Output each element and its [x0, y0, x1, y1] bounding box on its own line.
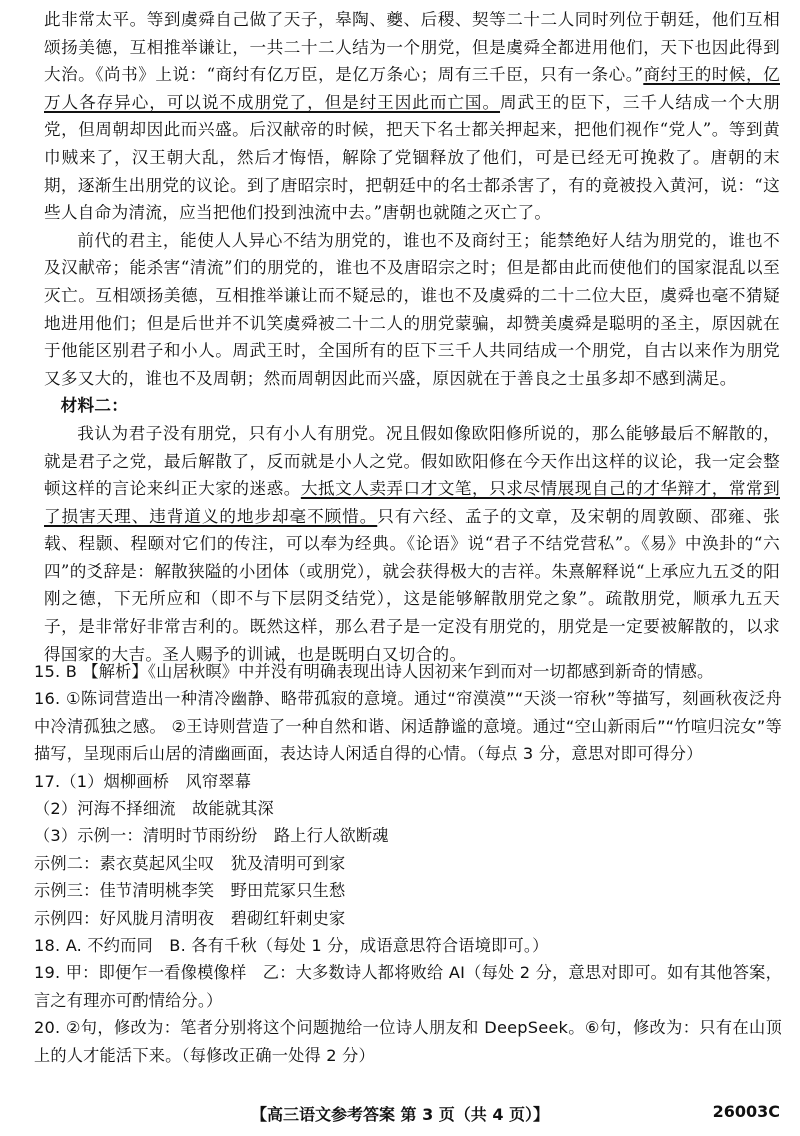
answer-key — [34, 658, 782, 1069]
underlined-sentence: 商纣王的时候，亿万人各存异心，可以说不成朋党了，但是纣王因此而亡国。 — [44, 65, 780, 112]
passage-text: 只有六经、孟子的文章，及宋朝的周敦颐、邵雍、张载、程颢、程颐对它们的传注，可以奉为经典。《论语》说“君子不结党营私”。《易》中涣卦的“六四”的爻辞是：解散狭隘的小团体（或朋党），就会获得极大的吉祥。朱熹解释说“上承应九五爻的阳刚之德，下无所应和（即不与下层阴爻结党），这是能够解散朋党之象”。疏散朋党，顺承九五天子，是非常好非常吉利的。既然这样，那么君子是一定没有朋党的，朋党是一定要被解散的，以求得国家的大吉。圣人赐予的训诫，也是既明白又切合的。 — [44, 506, 780, 664]
passage-paragraph-1 — [44, 6, 780, 227]
passage-text: 我认为君子没有朋党，只有小人有朋党。况且假如像欧阳修所说的，那么能够最后不解散的，就是君子之党，最后解散了，反而就是小人之党。假如欧阳修在今天作出这样的议论，我一定会整顿这样的言论来纠正大家的迷惑。 — [44, 423, 780, 499]
answer-20: 20. ②句，修改为：笔者分别将这个问题抛给一位诗人朋友和 DeepSeek。⑥句，修改为：只有在山顶上的人才能活下来。（每修改正确一处得 2 分） — [34, 1018, 782, 1065]
answer-17-2: （2）河海不择细流 故能就其深 — [34, 799, 274, 819]
page-footer — [0, 1098, 800, 1126]
answer-17-example-2: 示例二：素衣莫起风尘叹 犹及清明可到家 — [34, 853, 346, 873]
answer-17-example-3: 示例三：佳节清明桃李笑 野田荒冢只生愁 — [34, 881, 346, 901]
translation-passage — [44, 6, 780, 668]
passage-paragraph-3 — [44, 420, 780, 668]
page-number-label: 【高三语文参考答案 第 3 页（共 4 页）】 — [250, 1105, 550, 1124]
passage-text: 此非常太平。等到虞舜自己做了天子，皋陶、夔、后稷、契等二十二人同时列位于朝廷，他们互相颂扬美德，互相推举谦让，一共二十二人结为一个朋党，但是虞舜全都进用他们，天下也因此得到大治。《尚书》上说：“商纣有亿万臣，是亿万条心；周有三千臣，只有一条心。” — [44, 10, 780, 85]
answer-17-3: （3）示例一：清明时节雨纷纷 路上行人欲断魂 — [34, 826, 389, 846]
document-code: 26003C — [712, 1102, 780, 1121]
answer-19: 19. 甲：即便乍一看像模像样 乙：大多数诗人都将败给 AI（每处 2 分，意思对即可。如有其他答案，言之有理亦可酌情给分。） — [34, 963, 782, 1010]
passage-text: 周武王的臣下，三千人结成一个大朋党，但周朝却因此而兴盛。后汉献帝的时候，把天下名士都关押起来，把他们视作“党人”。等到黄巾贼来了，汉王朝大乱，然后才悔悟，解除了党锢释放了他们，可是已经无可挽救了。唐朝的末期，逐渐生出朋党的议论。到了唐昭宗时，把朝廷中的名士都杀害了，有的竟被投入黄河，说：“这些人自命为清流，应当把他们投到浊流中去。”唐朝也就随之灭亡了。 — [44, 92, 780, 223]
passage-paragraph-2: 前代的君主，能使人人异心不结为朋党的，谁也不及商纣王；能禁绝好人结为朋党的，谁也不及汉献帝；能杀害“清流”们的朋党的，谁也不及唐昭宗之时；但是都由此而使他们的国家混乱以至灭亡。互相颂扬美德，互相推举谦让而不疑忌的，谁也不及虞舜的二十二位大臣，虞舜也毫不猜疑地进用他们；但是后世并不讥笑虞舜被二十二人的朋党蒙骗，却赞美虞舜是聪明的圣主，原因就在于他能区别君子和小人。周武王时，全国所有的臣下三千人共同结成一个朋党，自古以来作为朋党又多又大的，谁也不及周朝；然而周朝因此而兴盛，原因就在于善良之士虽多却不感到满足。 — [44, 230, 780, 388]
answer-15: 15. B 【解析】《山居秋暝》中并没有明确表现出诗人因初来乍到而对一切都感到新奇的情感。 — [34, 662, 714, 681]
answer-16: 16. ①陈词营造出一种清冷幽静、略带孤寂的意境。通过“帘漠漠”“天淡一帘秋”等描写，刻画秋夜泛舟中冷清孤独之感。 ②王诗则营造了一种自然和谐、闲适静谧的意境。通过“空山新雨后”“竹喧归浣女”等描写，呈现雨后山居的清幽画面，表达诗人闲适自得的心情。（每点 3 分，意思对即可得分） — [34, 689, 782, 764]
answer-17-example-4: 示例四：好风胧月清明夜 碧砌红轩刺史家 — [34, 908, 346, 928]
material-2-heading: 材料二： — [60, 395, 129, 416]
underlined-sentence: 大抵文人卖弄口才文笔，只求尽情展现自己的才华辩才，常常到了损害天理、违背道义的地步却毫不顾惜。 — [44, 479, 780, 526]
answer-18: 18. A. 不约而同 B. 各有千秋（每处 1 分，成语意思符合语境即可。） — [34, 936, 549, 956]
answer-17-1: 17.（1）烟柳画桥 风帘翠幕 — [34, 771, 252, 791]
